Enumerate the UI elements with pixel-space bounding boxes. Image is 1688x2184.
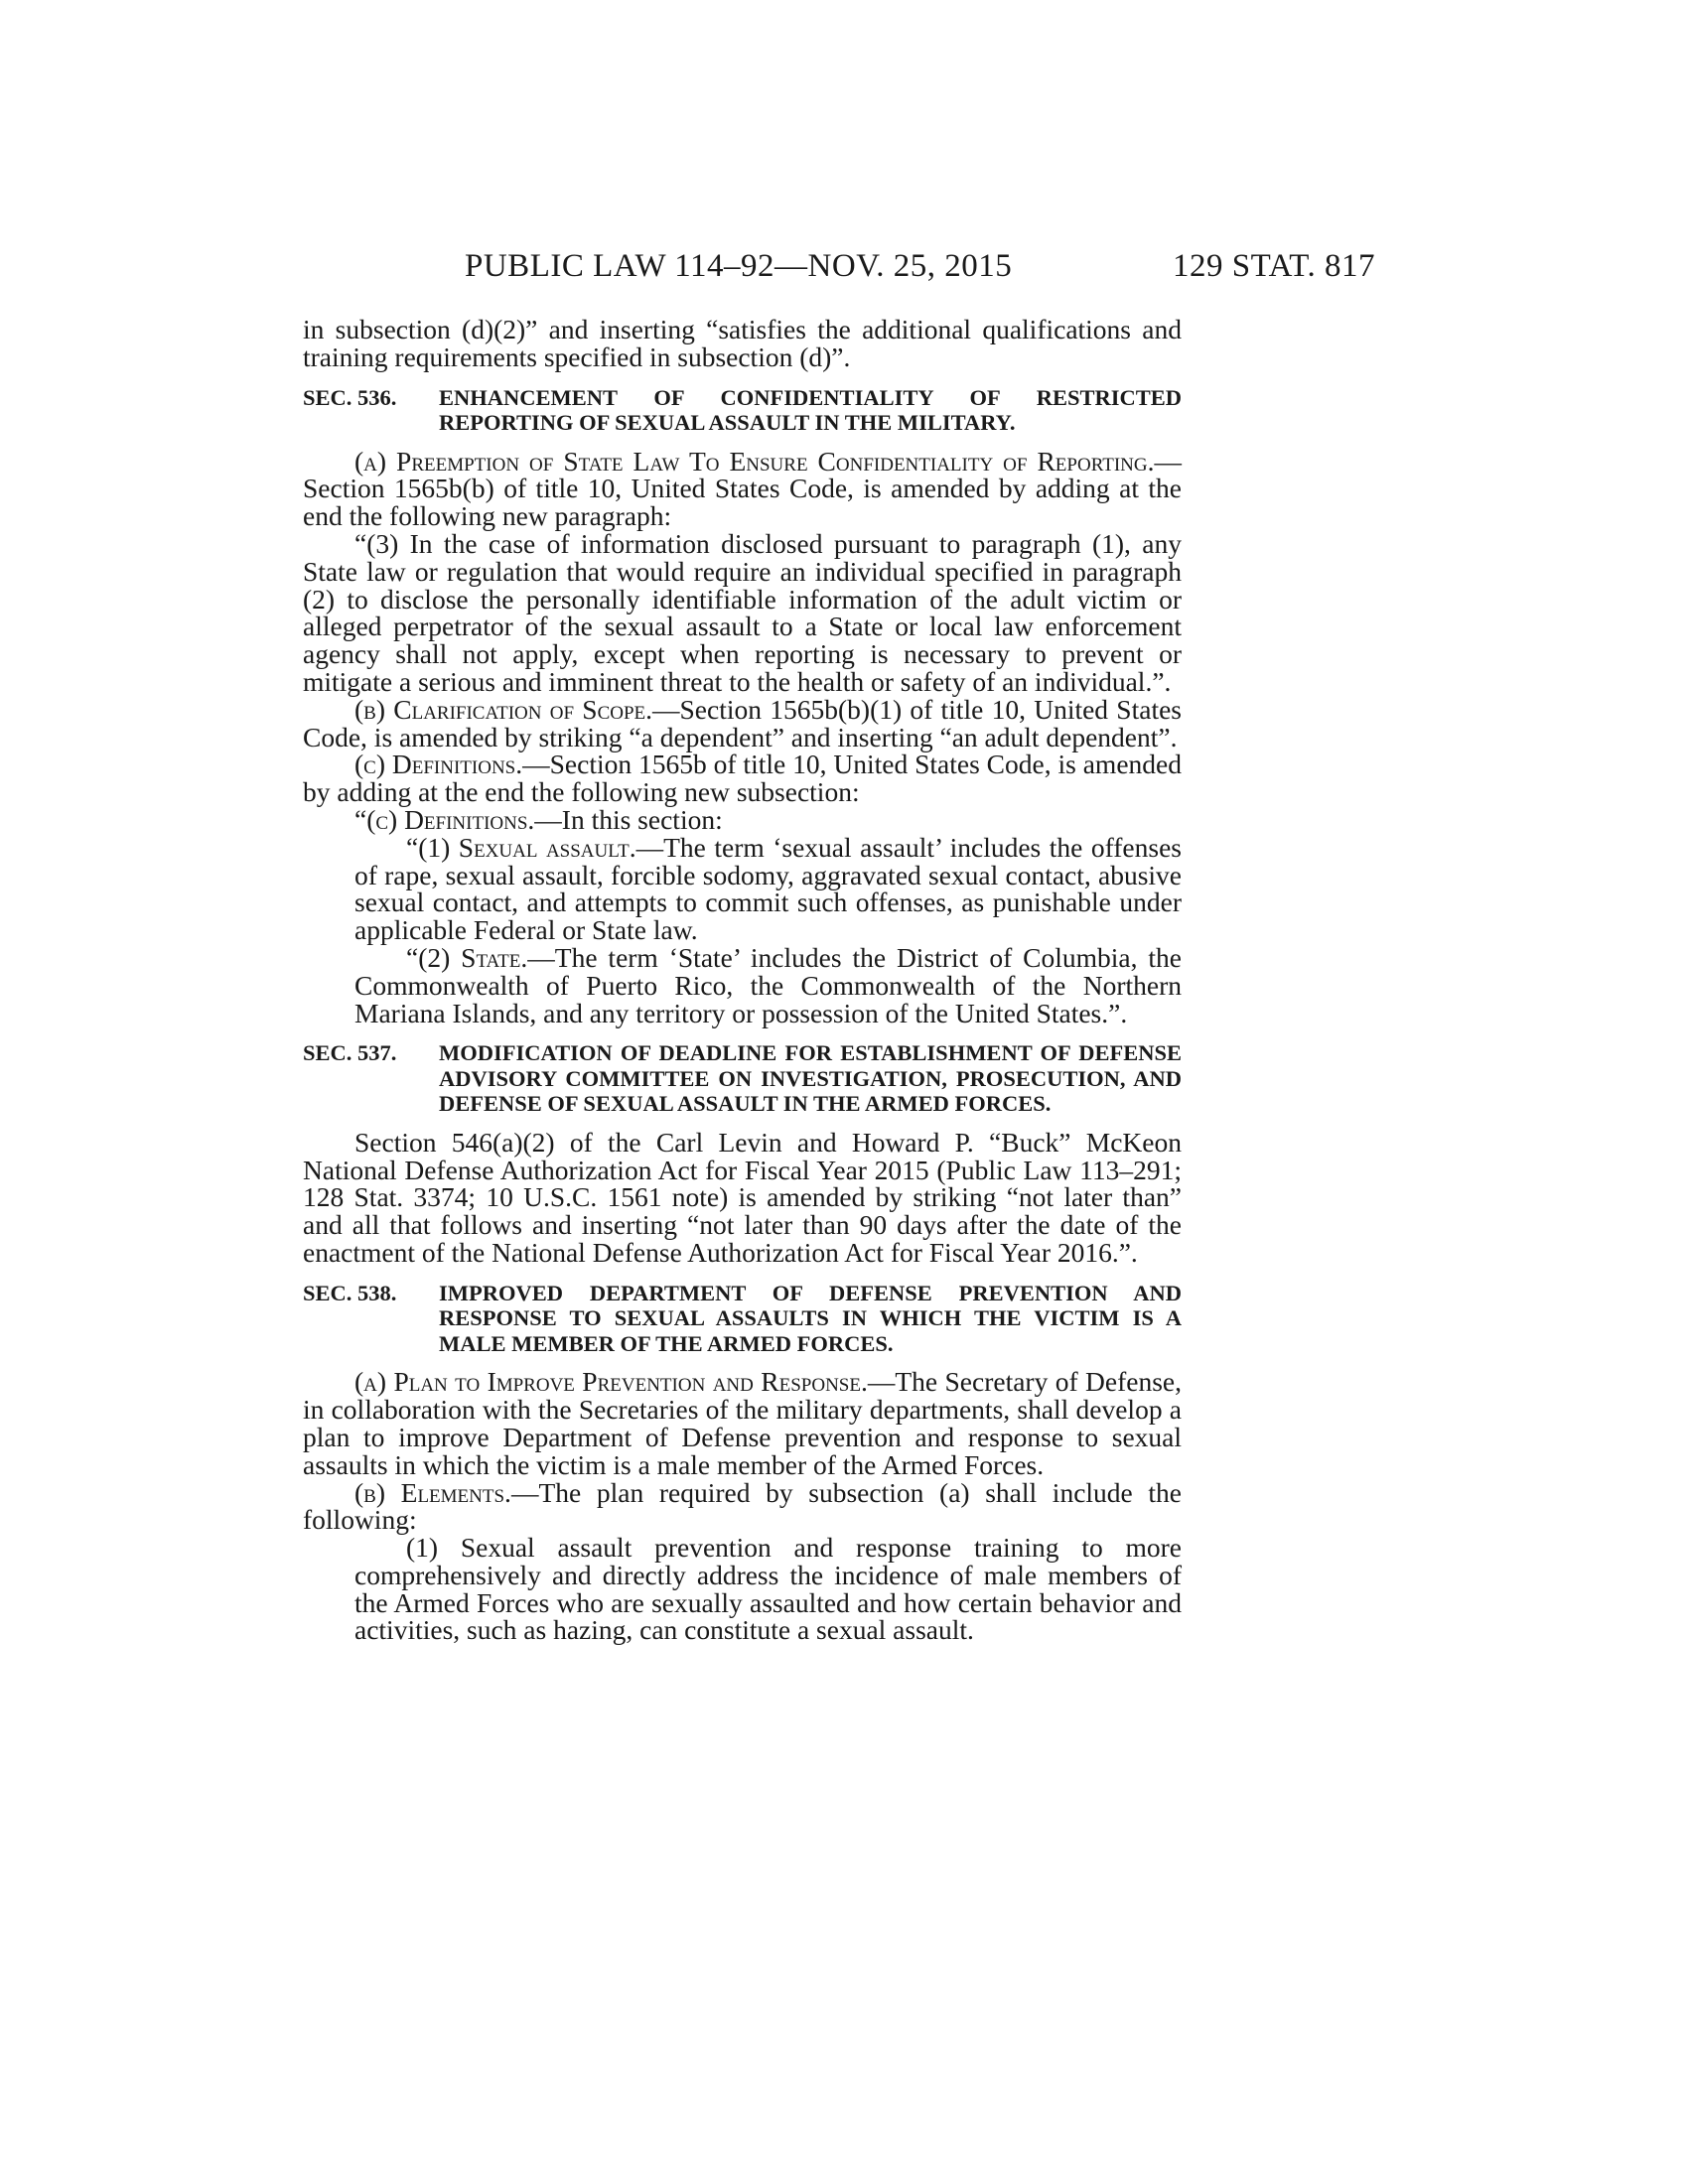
subsection-a [303,1368,1182,1478]
subsection-text: —The plan required by subsection (a) shall include the following: [303,1476,1182,1536]
section-number: SEC. 537. [303,1040,397,1066]
subsection-text: —Section 1565b(b) of title 10, United States Code, is amended by adding at the end the following new paragraph: [303,445,1182,532]
running-header [303,248,1375,298]
section-537-text: Section 546(a)(2) of the Carl Levin and Howard P. “Buck” McKeon National Defense Authorization Act for Fiscal Year 2015 (Public Law 113–291; 128 Stat. 3374; 10 U.S.C. 1561 note) is amended by striking “not later than” and all that follows and inserting “not later than 90 days after the date of the enactment of the National Defense Authorization Act for Fiscal Year 2016.”. [303,1126,1182,1269]
section-538-heading [303,1281,1182,1357]
section-title: MODIFICATION OF DEADLINE FOR ESTABLISHMENT OF DEFENSE ADVISORY COMMITTEE ON INVESTIGATION, PROSECUTION, AND DEFENSE OF SEXUAL ASSAULT IN THE ARMED FORCES. [439,1040,1182,1117]
subsection-heading: (b) Elements. [354,1476,511,1508]
statute-page-number: 129 STAT. 817 [1172,248,1375,284]
subsection-heading: (a) Plan to Improve Prevention and Response. [354,1366,868,1398]
subsection-c [303,751,1182,806]
section-number: SEC. 538. [303,1280,397,1305]
continued-paragraph: in subsection (d)(2)” and inserting “satisfies the additional qualifications and training requirements specified in subsection (d)”. [303,314,1182,372]
subsection-text: —In this section: [534,803,723,835]
subsection-b [303,693,1182,752]
section-title: ENHANCEMENT OF CONFIDENTIALITY OF RESTRICTED REPORTING OF SEXUAL ASSAULT IN THE MILITARY. [439,384,1182,436]
document-body [303,316,1182,1644]
paragraph-text: —The term ‘State’ includes the District of Columbia, the Commonwealth of Puerto Rico, the Commonwealth of the Northern Mariana Islands, and any territory or possession of the United States.”. [354,941,1182,1028]
subsection-b [303,1476,1182,1536]
subsection-a [303,445,1182,532]
section-title: IMPROVED DEPARTMENT OF DEFENSE PREVENTION AND RESPONSE TO SEXUAL ASSAULTS IN WHICH THE VICTIM IS A MALE MEMBER OF THE ARMED FORCES. [439,1280,1182,1356]
subsection-heading: “(c) Definitions. [354,803,535,835]
paragraph-heading: “(2) State. [406,941,528,973]
definition-sexual-assault [303,831,1182,946]
section-537-heading [303,1040,1182,1117]
paragraph-text: —The term ‘sexual assault’ includes the offenses of rape, sexual assault, forcible sodomy, aggravated sexual contact, abusive sexual contact, and attempts to commit such offenses, as punishable under applicable Federal or State law. [354,831,1182,946]
paragraph-heading: “(1) Sexual assault. [406,831,636,863]
subsection-heading: (c) Definitions. [354,749,523,780]
quoted-subsection-c [303,803,1182,835]
definition-state [303,941,1182,1028]
subsection-heading: (b) Clarification of Scope. [354,693,653,725]
subsection-text: —Section 1565b(b)(1) of title 10, United States Code, is amended by striking “a dependent” and inserting “an adult dependent”. [303,693,1182,752]
quoted-paragraph-3: “(3) In the case of information disclosed pursuant to paragraph (1), any State law or regulation that would require an individual specified in paragraph (2) to disclose the personally identifiable information of the adult victim or alleged perpetrator of the sexual assault to a State or local law enforcement agency shall not apply, except when reporting is necessary to prevent or mitigate a serious and imminent threat to the health or safety of an individual.”. [303,527,1182,697]
section-number: SEC. 536. [303,384,397,410]
paragraph-1: (1) Sexual assault prevention and response training to more comprehensively and directly address the incidence of male members of the Armed Forces who are sexually assaulted and how certain behavior and activities, such as hazing, can constitute a sexual assault. [354,1532,1182,1646]
section-536-heading [303,385,1182,436]
public-law-citation: PUBLIC LAW 114–92—NOV. 25, 2015 [465,248,1013,284]
subsection-text: —Section 1565b of title 10, United States Code, is amended by adding at the end the following new subsection: [303,749,1182,808]
subsection-heading: (a) Preemption of State Law To Ensure Confidentiality of Reporting. [354,445,1155,477]
subsection-text: —The Secretary of Defense, in collaboration with the Secretaries of the military departments, shall develop a plan to improve Department of Defense prevention and response to sexual assaults in which the victim is a male member of the Armed Forces. [303,1366,1182,1480]
